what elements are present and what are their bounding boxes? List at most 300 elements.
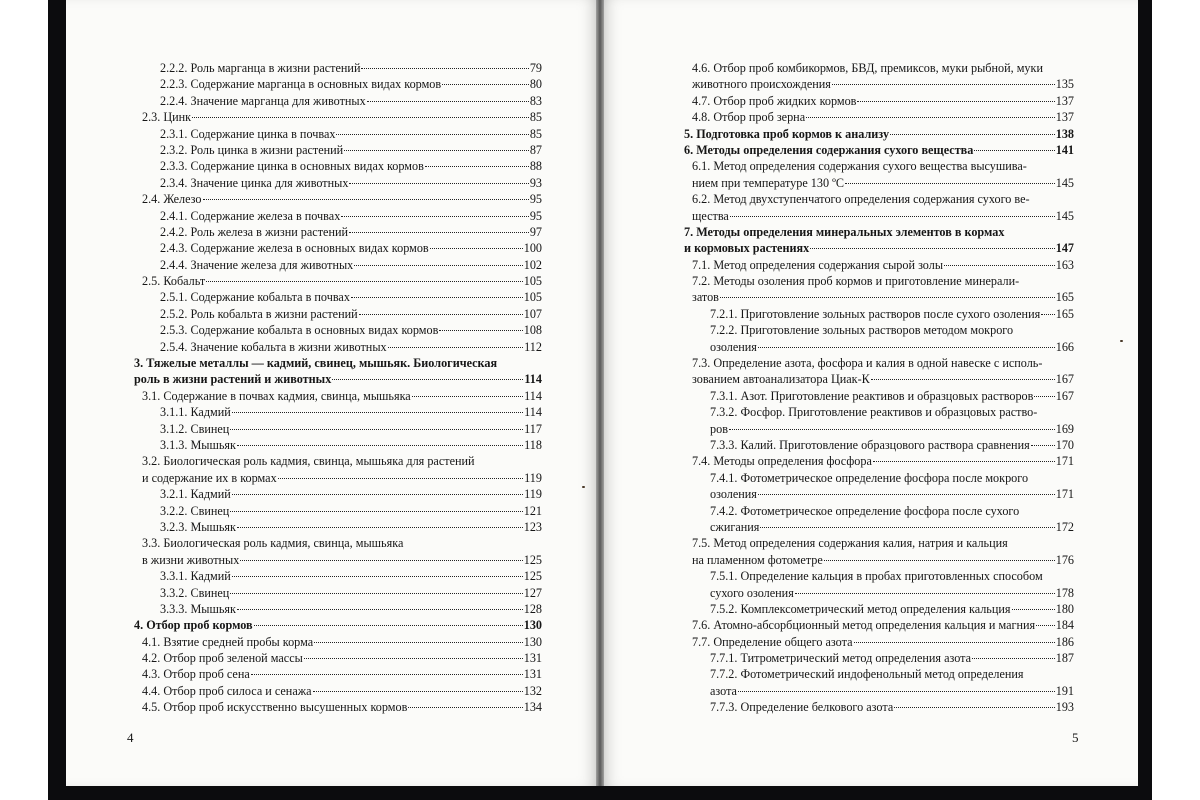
toc-entry (684, 535, 1074, 568)
toc-entry-title: 6. Методы определения содержания сухого вещества (684, 142, 974, 157)
toc-entry (684, 191, 1074, 224)
toc-entry (134, 486, 542, 502)
toc-entry-title: 3.2.1. Кадмий (160, 487, 231, 502)
toc-entry-title: 7.5.2. Комплексометрический метод определения кальция (710, 601, 1011, 616)
toc-entry (134, 601, 542, 617)
toc-entry-page: 79 (529, 61, 542, 75)
dot-leader (232, 494, 523, 495)
toc-entry-title: 4.3. Отбор проб сена (142, 667, 250, 682)
toc-entry (684, 503, 1074, 536)
toc-entry-title-line: 3.3. Биологическая роль кадмия, свинца, мышьяка (142, 536, 404, 551)
toc-entry-title: роль в жизни растений и животных (134, 372, 332, 387)
toc-entry-page: 191 (1055, 683, 1074, 698)
dot-leader (313, 691, 523, 692)
toc-entry-page: 114 (524, 388, 542, 403)
dot-leader (206, 281, 523, 282)
dot-leader (430, 248, 523, 249)
toc-entry-page: 187 (1055, 651, 1074, 666)
toc-entry-page: 117 (524, 421, 542, 436)
toc-entry-title: озоления (710, 487, 757, 502)
toc-entry-page: 171 (1055, 487, 1074, 502)
dot-leader (824, 560, 1055, 561)
toc-entry (134, 224, 542, 240)
toc-entry (684, 568, 1074, 601)
toc-entry-page: 119 (524, 487, 542, 502)
toc-entry-page: 176 (1055, 552, 1074, 567)
dot-leader (203, 199, 529, 200)
dot-leader (974, 150, 1054, 151)
dot-leader (240, 560, 522, 561)
toc-entry-page: 88 (529, 159, 542, 174)
toc-entry-title: 7.4. Методы определения фосфора (692, 454, 872, 469)
toc-entry-line (692, 634, 1074, 650)
toc-entry-title: 2.3.1. Содержание цинка в почвах (160, 126, 336, 141)
toc-entry-line (710, 437, 1074, 453)
toc-entry-title: и содержание их в кормах (142, 470, 277, 485)
toc-entry-title: щества (692, 208, 729, 223)
toc-entry-title: и кормовых растениях (684, 241, 810, 256)
toc-entry (134, 535, 542, 568)
dot-leader (237, 527, 523, 528)
print-speck (1120, 340, 1123, 342)
toc-entry-line (684, 142, 1074, 158)
toc-entry (684, 322, 1074, 355)
toc-entry-line (160, 224, 542, 240)
toc-entry-title: в жизни животных (142, 552, 240, 567)
toc-entry-title-line: 7. Методы определения минеральных элементов в кормах (684, 224, 1005, 239)
toc-entry-page: 134 (523, 700, 542, 715)
toc-entry-title: 2.3.4. Значение цинка для животных (160, 175, 349, 190)
toc-entry-title: затов (692, 290, 719, 305)
toc-entry-title: 2.4.2. Роль железа в жизни растений (160, 224, 349, 239)
toc-entry-title: нием при температуре 130 ºС (692, 175, 845, 190)
dot-leader (857, 101, 1054, 102)
toc-entry-line (692, 175, 1074, 191)
toc-entry-title: 4.4. Отбор проб силоса и сенажа (142, 683, 312, 698)
toc-entry-title: 2.5.4. Значение кобальта в жизни животных (160, 339, 387, 354)
toc-entry (684, 634, 1074, 650)
toc-entry (684, 126, 1074, 142)
toc-entry-line (692, 76, 1074, 92)
toc-entry-line (160, 93, 542, 109)
toc-entry-line (142, 634, 542, 650)
toc-entry (134, 306, 542, 322)
toc-entry-page: 108 (523, 323, 542, 338)
dot-leader (408, 707, 522, 708)
toc-entry-page: 137 (1055, 110, 1074, 125)
toc-entry (684, 273, 1074, 306)
toc-entry-title: 3.1. Содержание в почвах кадмия, свинца, мышьяка (142, 388, 411, 403)
toc-entry-title: 3.1.2. Свинец (160, 421, 230, 436)
toc-entry (684, 470, 1074, 503)
toc-entry (134, 683, 542, 699)
dot-leader (1034, 396, 1054, 397)
toc-entry-page: 119 (524, 470, 542, 485)
toc-entry-line (692, 289, 1074, 305)
toc-entry-line (134, 371, 542, 387)
toc-entry-line (142, 650, 542, 666)
dot-leader (738, 691, 1055, 692)
toc-entry-line (142, 470, 542, 486)
dot-leader (890, 134, 1055, 135)
toc-entry (134, 404, 542, 420)
toc-entry (684, 453, 1074, 469)
toc-entry-page: 97 (529, 224, 542, 239)
toc-entry (684, 93, 1074, 109)
toc-entry-line (710, 339, 1074, 355)
toc-entry-title: 7.7.3. Определение белкового азота (710, 700, 894, 715)
toc-entry-line (160, 421, 542, 437)
dot-leader (439, 330, 522, 331)
toc-entry (134, 666, 542, 682)
toc-entry-line (142, 273, 542, 289)
toc-entry-page: 138 (1055, 126, 1074, 141)
dot-leader (237, 609, 523, 610)
toc-entry-line (710, 683, 1074, 699)
toc-entry-title: 7.7.1. Титрометрический метод определения азота (710, 651, 972, 666)
toc-entry (684, 306, 1074, 322)
dot-leader (367, 101, 529, 102)
dot-leader (278, 478, 523, 479)
toc-entry-line (692, 453, 1074, 469)
toc-entry-page: 141 (1055, 142, 1074, 157)
dot-leader (314, 642, 523, 643)
toc-entry-line (160, 486, 542, 502)
toc-entry-page: 114 (524, 372, 542, 387)
toc-entry-line (160, 142, 542, 158)
toc-entry-title: 3.2.3. Мышьяк (160, 519, 236, 534)
toc-entry-title: животного происхождения (692, 77, 831, 92)
toc-entry-line (160, 437, 542, 453)
toc-entry-page: 85 (529, 126, 542, 141)
dot-leader (230, 429, 523, 430)
dot-leader (361, 68, 528, 69)
print-speck (582, 486, 585, 488)
toc-entry (134, 76, 542, 92)
toc-entry-page: 178 (1055, 585, 1074, 600)
toc-entry-page: 147 (1055, 241, 1074, 256)
dot-leader (251, 674, 523, 675)
toc-entry-title: 4. Отбор проб кормов (134, 618, 253, 633)
toc-entry (134, 650, 542, 666)
toc-entry-title-line: 7.7.2. Фотометрический индофенольный метод определения (710, 667, 1024, 682)
toc-entry (684, 355, 1074, 388)
toc-entry-line (160, 519, 542, 535)
toc-entry-title: 3.1.1. Кадмий (160, 405, 231, 420)
toc-entry (684, 650, 1074, 666)
toc-entry (684, 666, 1074, 699)
toc-entry-page: 112 (524, 339, 542, 354)
dot-leader (806, 117, 1055, 118)
toc-entry-page: 167 (1055, 388, 1074, 403)
toc-entry-page: 85 (529, 110, 542, 125)
toc-entry-line (160, 175, 542, 191)
toc-entry-title: 2.5.2. Роль кобальта в жизни растений (160, 306, 358, 321)
dot-leader (341, 216, 529, 217)
toc-entry-title: 2.2.4. Значение марганца для животных (160, 93, 366, 108)
toc-entry-line (692, 257, 1074, 273)
toc-entry-title-line: 7.4.2. Фотометрическое определение фосфора после сухого (710, 503, 1020, 518)
dot-leader (972, 658, 1055, 659)
toc-entry-title: 3.3.3. Мышьяк (160, 601, 236, 616)
toc-entry-page: 128 (523, 601, 542, 616)
dot-leader (344, 150, 529, 151)
toc-entry-page: 125 (523, 569, 542, 584)
toc-entry-title: 3.2.2. Свинец (160, 503, 230, 518)
toc-entry-title: на пламенном фотометре (692, 552, 823, 567)
toc-entry-line (692, 552, 1074, 568)
toc-entry-line (142, 699, 542, 715)
toc-entry-line (710, 699, 1074, 715)
toc-entry-title-line: 7.2.2. Приготовление зольных растворов методом мокрого (710, 323, 1014, 338)
toc-entry-title-line: 6.2. Метод двухступенчатого определения содержания сухого ве- (692, 192, 1030, 207)
toc-entry (134, 617, 542, 633)
toc-entry-title: 2.2.2. Роль марганца в жизни растений (160, 61, 361, 75)
dot-leader (412, 396, 523, 397)
toc-right-list (684, 60, 1074, 716)
toc-entry (684, 617, 1074, 633)
toc-left-list (134, 60, 542, 716)
toc-entry (134, 503, 542, 519)
toc-entry-line (160, 404, 542, 420)
toc-entry-page: 193 (1055, 700, 1074, 715)
toc-entry-line (160, 126, 542, 142)
book-spine (596, 0, 604, 786)
dot-leader (894, 707, 1054, 708)
toc-entry-page: 80 (529, 77, 542, 92)
dot-leader (254, 625, 523, 626)
toc-entry-line (142, 191, 542, 207)
toc-entry (134, 339, 542, 355)
toc-entry (134, 142, 542, 158)
dot-leader (1012, 609, 1055, 610)
toc-entry (134, 322, 542, 338)
toc-entry (134, 175, 542, 191)
toc-entry (134, 585, 542, 601)
toc-entry-title: 2.2.3. Содержание марганца в основных видах кормов (160, 77, 442, 92)
dot-leader (758, 494, 1055, 495)
dot-leader (795, 593, 1055, 594)
toc-entry (134, 158, 542, 174)
toc-entry-line (710, 585, 1074, 601)
toc-entry (134, 191, 542, 207)
dot-leader (349, 183, 528, 184)
dot-leader (1031, 445, 1055, 446)
toc-entry-page: 114 (524, 405, 542, 420)
toc-entry-line (142, 552, 542, 568)
toc-entry (134, 355, 542, 388)
toc-entry-title: азота (710, 683, 737, 698)
toc-entry-title: 4.8. Отбор проб зерна (692, 110, 806, 125)
toc-entry-line (160, 289, 542, 305)
toc-entry (134, 109, 542, 125)
toc-entry-page: 105 (523, 274, 542, 289)
dot-leader (845, 183, 1055, 184)
toc-entry-line (710, 421, 1074, 437)
toc-entry-line (160, 257, 542, 273)
dot-leader (832, 84, 1055, 85)
toc-entry-page: 83 (529, 93, 542, 108)
dot-leader (1036, 625, 1055, 626)
dot-leader (388, 347, 524, 348)
toc-entry-line (160, 208, 542, 224)
toc-entry-line (710, 306, 1074, 322)
dot-leader (304, 658, 523, 659)
page-number-right: 5 (1072, 730, 1079, 745)
toc-entry-page: 125 (523, 552, 542, 567)
dot-leader (810, 248, 1055, 249)
toc-entry-line (160, 76, 542, 92)
dot-leader (442, 84, 529, 85)
dot-leader (354, 265, 522, 266)
toc-entry-title: 2.3.2. Роль цинка в жизни растений (160, 142, 344, 157)
toc-entry-title: 2.3.3. Содержание цинка в основных видах кормов (160, 159, 424, 174)
toc-entry-line (142, 666, 542, 682)
toc-entry-page: 123 (523, 519, 542, 534)
toc-entry (134, 519, 542, 535)
toc-entry-page: 132 (523, 683, 542, 698)
toc-entry-page: 184 (1055, 618, 1074, 633)
toc-entry (134, 699, 542, 715)
toc-entry-title: 2.4.4. Значение железа для животных (160, 257, 354, 272)
toc-entry-title: 4.5. Отбор проб искусственно высушенных кормов (142, 700, 408, 715)
toc-entry-page: 130 (523, 618, 542, 633)
toc-entry (684, 142, 1074, 158)
toc-entry-page: 135 (1055, 77, 1074, 92)
toc-entry-title-line: 4.6. Отбор проб комбикормов, БВД, премиксов, муки рыбной, муки (692, 61, 1043, 75)
toc-entry-title: ров (710, 421, 728, 436)
toc-entry-page: 167 (1055, 372, 1074, 387)
toc-entry-line (160, 585, 542, 601)
toc-entry-title: 4.1. Взятие средней пробы корма (142, 634, 314, 649)
toc-entry-line (160, 503, 542, 519)
toc-entry-line (142, 388, 542, 404)
toc-entry-page: 137 (1055, 93, 1074, 108)
toc-entry-title: сжигания (710, 519, 760, 534)
toc-entry-line (710, 388, 1074, 404)
toc-entry-title-line: 7.5.1. Определение кальция в пробах приготовленных способом (710, 569, 1043, 584)
toc-entry (134, 568, 542, 584)
toc-entry-line (710, 486, 1074, 502)
toc-entry-title: 2.5.3. Содержание кобальта в основных видах кормов (160, 323, 439, 338)
dot-leader (336, 134, 528, 135)
toc-entry-title-line: 7.3.2. Фосфор. Приготовление реактивов и образцовых раство- (710, 405, 1038, 420)
dot-leader (758, 347, 1055, 348)
toc-entry-line (684, 126, 1074, 142)
dot-leader (871, 379, 1055, 380)
toc-entry-title-line: 7.3. Определение азота, фосфора и калия в одной навеске с исполь- (692, 356, 1043, 371)
toc-entry-title: 3.1.3. Мышьяк (160, 437, 236, 452)
toc-entry (684, 158, 1074, 191)
dot-leader (230, 593, 522, 594)
toc-entry-page: 95 (529, 208, 542, 223)
toc-entry (134, 257, 542, 273)
toc-entry (684, 601, 1074, 617)
toc-entry-page: 93 (529, 175, 542, 190)
toc-entry-title: 5. Подготовка проб кормов к анализу (684, 126, 890, 141)
toc-entry-title: 7.1. Метод определения содержания сырой золы (692, 257, 944, 272)
toc-entry-title-line: 7.5. Метод определения содержания калия, натрия и кальция (692, 536, 1008, 551)
toc-entry (134, 437, 542, 453)
toc-entry (134, 93, 542, 109)
toc-entry-page: 170 (1055, 437, 1074, 452)
toc-entry (134, 289, 542, 305)
dot-leader (349, 232, 529, 233)
dot-leader (332, 379, 523, 380)
toc-entry-title: озоления (710, 339, 757, 354)
toc-entry-page: 102 (523, 257, 542, 272)
toc-entry (684, 699, 1074, 715)
toc-entry-title: 2.5.1. Содержание кобальта в почвах (160, 290, 350, 305)
toc-entry-title: 7.2.1. Приготовление зольных растворов после сухого озоления (710, 306, 1041, 321)
toc-entry-title-line: 7.4.1. Фотометрическое определение фосфора после мокрого (710, 470, 1029, 485)
toc-entry (134, 126, 542, 142)
toc-entry (684, 437, 1074, 453)
toc-entry (134, 273, 542, 289)
toc-entry-line (684, 240, 1074, 256)
toc-entry-page: 131 (523, 667, 542, 682)
toc-entry (134, 388, 542, 404)
toc-entry-line (692, 371, 1074, 387)
toc-entry-title: 2.4.3. Содержание железа в основных видах кормов (160, 241, 429, 256)
toc-entry-page: 163 (1055, 257, 1074, 272)
toc-entry-page: 171 (1055, 454, 1074, 469)
toc-entry-title: сухого озоления (710, 585, 794, 600)
toc-entry (684, 257, 1074, 273)
toc-entry-title-line: 3. Тяжелые металлы — кадмий, свинец, мышьяк. Биологическая (134, 356, 498, 371)
toc-entry-page: 118 (524, 437, 542, 452)
toc-entry-title: 4.7. Отбор проб жидких кормов (692, 93, 857, 108)
toc-entry-page: 130 (523, 634, 542, 649)
toc-entry-page: 131 (523, 651, 542, 666)
dot-leader (232, 576, 523, 577)
toc-entry-line (692, 109, 1074, 125)
toc-entry (134, 634, 542, 650)
toc-entry-line (142, 109, 542, 125)
toc-entry-line (160, 339, 542, 355)
toc-entry-page: 121 (523, 503, 542, 518)
toc-entry-title: 3.3.1. Кадмий (160, 569, 231, 584)
dot-leader (237, 445, 523, 446)
dot-leader (729, 429, 1055, 430)
toc-entry-line (692, 617, 1074, 633)
toc-entry-title: 7.3.1. Азот. Приготовление реактивов и образцовых растворов (710, 388, 1034, 403)
toc-entry-line (160, 60, 542, 76)
toc-entry-line (160, 322, 542, 338)
page-number-left: 4 (127, 730, 134, 745)
dot-leader (873, 461, 1055, 462)
toc-entry-title-line: 3.2. Биологическая роль кадмия, свинца, мышьяка для растений (142, 454, 475, 469)
toc-entry-page: 145 (1055, 208, 1074, 223)
dot-leader (720, 297, 1055, 298)
toc-entry-line (160, 306, 542, 322)
toc-entry (134, 421, 542, 437)
toc-entry-title: 7.6. Атомно-абсорбционный метод определения кальция и магния (692, 618, 1036, 633)
toc-entry-title-line: 6.1. Метод определения содержания сухого вещества высушива- (692, 159, 1027, 174)
dot-leader (232, 412, 523, 413)
toc-entry-line (692, 93, 1074, 109)
toc-entry-line (160, 240, 542, 256)
toc-entry (684, 224, 1074, 257)
toc-entry-page: 186 (1055, 634, 1074, 649)
toc-entry (684, 388, 1074, 404)
toc-entry-page: 100 (523, 241, 542, 256)
toc-entry (684, 109, 1074, 125)
toc-entry-page: 105 (523, 290, 542, 305)
toc-entry-page: 166 (1055, 339, 1074, 354)
toc-entry (134, 240, 542, 256)
toc-entry-line (160, 568, 542, 584)
